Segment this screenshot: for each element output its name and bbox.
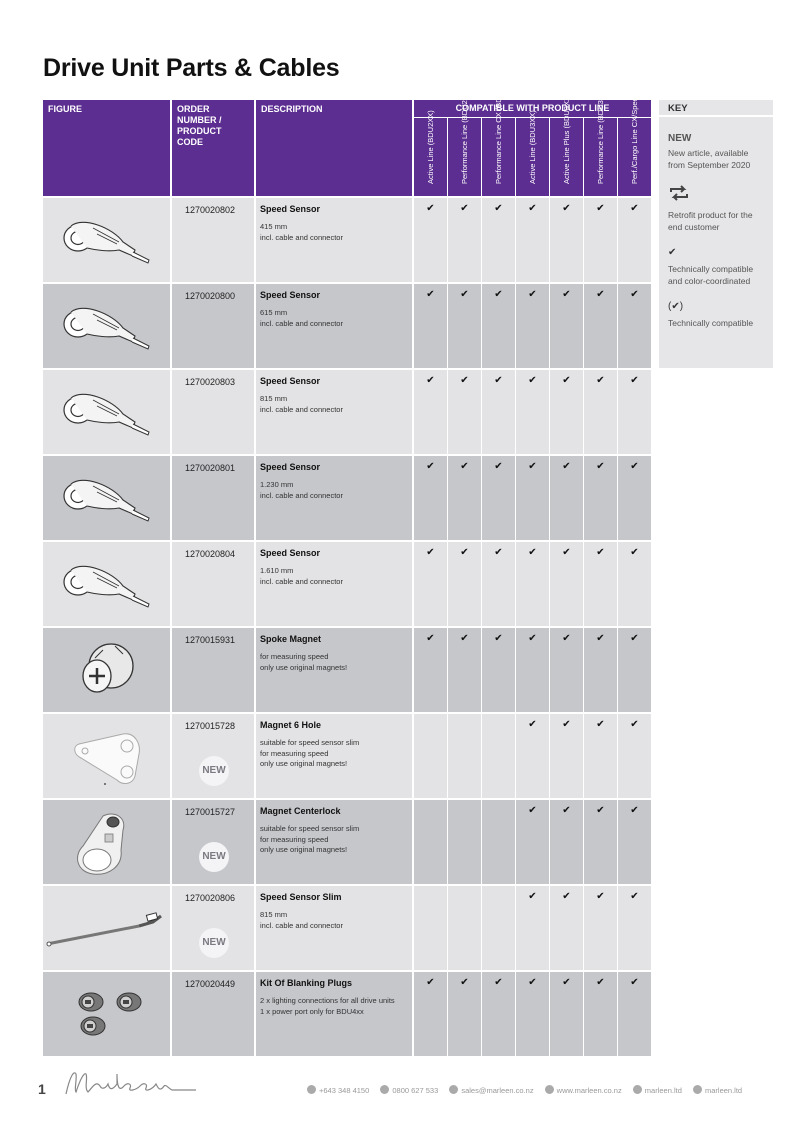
compat-check-icon: ✔ bbox=[482, 628, 515, 712]
instagram-icon bbox=[633, 1085, 642, 1094]
compat-check-icon: ✔ bbox=[482, 542, 515, 626]
product-detail: 815 mm bbox=[260, 910, 288, 919]
compat-check-icon: ✔ bbox=[414, 198, 447, 282]
key-check-paren-symbol: (✔) bbox=[668, 301, 684, 312]
description bbox=[256, 370, 412, 454]
footer-facebook[interactable]: marleen.ltd bbox=[693, 1086, 742, 1095]
header-product-line bbox=[550, 93, 583, 196]
description bbox=[256, 456, 412, 540]
key-panel bbox=[659, 100, 773, 368]
compat-check-icon bbox=[448, 886, 481, 970]
product-line-label: Performance Line (BDU3XX) bbox=[595, 87, 605, 184]
compat-check-icon: ✔ bbox=[584, 370, 617, 454]
product-code: 1270015727 bbox=[185, 807, 236, 817]
compat-check-icon: ✔ bbox=[482, 198, 515, 282]
order-number bbox=[172, 800, 254, 884]
footer-website[interactable]: www.marleen.co.nz bbox=[545, 1086, 622, 1095]
product-detail: for measuring speed bbox=[260, 834, 329, 844]
order-number bbox=[172, 628, 254, 712]
compat-check-icon: ✔ bbox=[448, 284, 481, 368]
product-line-label: Active Line (BDU2XX) bbox=[425, 109, 435, 184]
description bbox=[256, 542, 412, 626]
product-name: Kit Of Blanking Plugs bbox=[260, 978, 353, 988]
compat-check-icon: ✔ bbox=[448, 628, 481, 712]
product-name: Speed Sensor bbox=[260, 290, 321, 300]
product-name: Speed Sensor Slim bbox=[260, 892, 342, 902]
marleen-logo-icon bbox=[62, 1066, 197, 1105]
product-name: Magnet Centerlock bbox=[260, 806, 341, 816]
compat-check-icon: ✔ bbox=[414, 542, 447, 626]
compat-check-icon: ✔ bbox=[482, 284, 515, 368]
compat-check-icon bbox=[482, 714, 515, 798]
product-name: Spoke Magnet bbox=[260, 634, 322, 644]
product-detail: 1.230 mm bbox=[260, 480, 294, 489]
compat-check-icon: ✔ bbox=[584, 456, 617, 540]
product-detail: incl. cable and connector bbox=[260, 404, 343, 414]
compat-check-icon: ✔ bbox=[550, 542, 583, 626]
product-detail: 1 x power port only for BDU4xx bbox=[260, 1006, 364, 1016]
compat-check-icon: ✔ bbox=[550, 198, 583, 282]
product-detail: incl. cable and connector bbox=[260, 490, 343, 500]
product-detail: only use original magnets! bbox=[260, 662, 348, 672]
header-product-line bbox=[448, 87, 481, 196]
compat-check-icon: ✔ bbox=[516, 714, 549, 798]
order-number bbox=[172, 456, 254, 540]
compat-check-icon: ✔ bbox=[414, 370, 447, 454]
compat-check-icon: ✔ bbox=[516, 628, 549, 712]
globe-icon bbox=[545, 1085, 554, 1094]
blanking-plugs-icon bbox=[43, 972, 170, 1056]
compat-check-icon bbox=[482, 800, 515, 884]
product-detail: suitable for speed sensor slim bbox=[260, 738, 360, 747]
compat-check-icon: ✔ bbox=[550, 370, 583, 454]
compat-check-icon: ✔ bbox=[618, 370, 651, 454]
product-line-label: Performance Line (BDU2XX) bbox=[459, 87, 469, 184]
table-row bbox=[43, 456, 651, 540]
compat-check-icon: ✔ bbox=[414, 628, 447, 712]
table-row bbox=[43, 714, 651, 798]
compat-check-icon: ✔ bbox=[516, 370, 549, 454]
order-number bbox=[172, 198, 254, 282]
facebook-icon bbox=[693, 1085, 702, 1094]
product-line-label: Performance Line CX (BDU2XX) bbox=[493, 74, 503, 184]
magnet-centerlock-icon bbox=[43, 800, 170, 884]
compat-check-icon bbox=[448, 800, 481, 884]
header-order-number: ORDER NUMBER / PRODUCT CODE bbox=[172, 100, 254, 196]
compat-check-icon: ✔ bbox=[584, 886, 617, 970]
compat-check-icon: ✔ bbox=[448, 542, 481, 626]
header-product-line bbox=[516, 109, 549, 196]
compat-check-icon: ✔ bbox=[516, 972, 549, 1056]
footer-instagram[interactable]: marleen.ltd bbox=[633, 1086, 682, 1095]
email-icon bbox=[449, 1085, 458, 1094]
compat-check-icon: ✔ bbox=[516, 198, 549, 282]
product-detail: 2 x lighting connections for all drive units bbox=[260, 996, 395, 1005]
product-name: Speed Sensor bbox=[260, 204, 321, 214]
header-compatible: COMPATIBLE WITH PRODUCT LINE bbox=[414, 100, 651, 117]
compat-check-icon: ✔ bbox=[584, 714, 617, 798]
product-detail: only use original magnets! bbox=[260, 759, 348, 768]
compat-check-icon: ✔ bbox=[414, 972, 447, 1056]
phone-icon bbox=[307, 1085, 316, 1094]
description bbox=[256, 198, 412, 282]
product-code: 1270020801 bbox=[185, 463, 236, 473]
compat-check-icon: ✔ bbox=[550, 800, 583, 884]
product-code: 1270020803 bbox=[185, 377, 236, 387]
footer-freephone[interactable]: 0800 627 533 bbox=[380, 1086, 438, 1095]
header-product-line bbox=[482, 74, 515, 196]
compat-check-icon: ✔ bbox=[618, 800, 651, 884]
compat-check-icon: ✔ bbox=[516, 886, 549, 970]
table-row bbox=[43, 972, 651, 1056]
product-detail: incl. cable and connector bbox=[260, 232, 343, 242]
compat-check-icon bbox=[482, 886, 515, 970]
speed-sensor-icon bbox=[43, 542, 170, 626]
compat-check-icon: ✔ bbox=[618, 628, 651, 712]
order-number bbox=[172, 284, 254, 368]
product-code: 1270020806 bbox=[185, 893, 236, 903]
key-new-label: NEW bbox=[668, 133, 692, 144]
compat-check-icon: ✔ bbox=[482, 370, 515, 454]
compat-check-icon: ✔ bbox=[448, 972, 481, 1056]
key-check-symbol: ✔ bbox=[668, 247, 677, 258]
compat-check-icon: ✔ bbox=[516, 542, 549, 626]
header-product-line bbox=[584, 87, 617, 196]
compat-check-icon: ✔ bbox=[618, 284, 651, 368]
order-number bbox=[172, 370, 254, 454]
compat-check-icon: ✔ bbox=[550, 714, 583, 798]
table-row bbox=[43, 370, 651, 454]
product-detail: 415 mm bbox=[260, 222, 288, 231]
product-detail: for measuring speed bbox=[260, 652, 329, 661]
product-name: Speed Sensor bbox=[260, 548, 321, 558]
description bbox=[256, 886, 412, 970]
product-code: 1270020804 bbox=[185, 549, 236, 559]
table-row bbox=[43, 886, 651, 970]
table-row bbox=[43, 198, 651, 282]
footer-contacts bbox=[307, 1085, 751, 1095]
description bbox=[256, 800, 412, 884]
footer-phone[interactable]: +643 348 4150 bbox=[307, 1086, 369, 1095]
key-heading: KEY bbox=[659, 100, 773, 117]
product-detail: suitable for speed sensor slim bbox=[260, 824, 360, 833]
product-line-label: Active Line Plus (BDU3XX) bbox=[561, 93, 571, 184]
compat-check-icon: ✔ bbox=[448, 198, 481, 282]
header-product-line bbox=[618, 55, 651, 196]
compat-check-icon: ✔ bbox=[584, 628, 617, 712]
phone-icon bbox=[380, 1085, 389, 1094]
compat-check-icon: ✔ bbox=[516, 456, 549, 540]
product-detail: incl. cable and connector bbox=[260, 920, 343, 930]
compat-check-icon: ✔ bbox=[550, 456, 583, 540]
speed-sensor-icon bbox=[43, 198, 170, 282]
product-code: 1270020802 bbox=[185, 205, 236, 215]
speed-sensor-icon bbox=[43, 370, 170, 454]
key-retrofit-text: Retrofit product for the end customer bbox=[668, 210, 753, 232]
compat-check-icon: ✔ bbox=[414, 284, 447, 368]
table-row bbox=[43, 800, 651, 884]
magnet-6-hole-icon bbox=[43, 714, 170, 798]
description bbox=[256, 628, 412, 712]
product-name: Magnet 6 Hole bbox=[260, 720, 322, 730]
compat-check-icon bbox=[414, 800, 447, 884]
description bbox=[256, 714, 412, 798]
compat-check-icon: ✔ bbox=[516, 800, 549, 884]
compat-check-icon: ✔ bbox=[584, 198, 617, 282]
product-detail: only use original magnets! bbox=[260, 845, 348, 854]
speed-sensor-icon bbox=[43, 284, 170, 368]
product-detail: 815 mm bbox=[260, 394, 288, 403]
product-line-label: Active Line (BDU3XX) bbox=[527, 109, 537, 184]
compat-check-icon: ✔ bbox=[584, 542, 617, 626]
compat-check-icon bbox=[414, 886, 447, 970]
new-badge: NEW bbox=[199, 842, 229, 872]
compat-check-icon: ✔ bbox=[618, 542, 651, 626]
product-detail: incl. cable and connector bbox=[260, 576, 343, 586]
key-check-text: Technically compatible and color-coordinated bbox=[668, 264, 754, 286]
page-title: Drive Unit Parts & Cables bbox=[43, 54, 340, 82]
product-detail: 615 mm bbox=[260, 308, 288, 317]
page-number: 1 bbox=[38, 1081, 46, 1097]
key-new-text: New article, available from September 2020 bbox=[668, 148, 751, 170]
order-number bbox=[172, 542, 254, 626]
speed-sensor-icon bbox=[43, 456, 170, 540]
header-figure: FIGURE bbox=[43, 100, 170, 196]
new-badge: NEW bbox=[199, 756, 229, 786]
product-detail: 1.610 mm bbox=[260, 566, 294, 575]
compat-check-icon: ✔ bbox=[448, 456, 481, 540]
compat-check-icon: ✔ bbox=[618, 198, 651, 282]
product-code: 1270020449 bbox=[185, 979, 236, 989]
table-row bbox=[43, 542, 651, 626]
compat-check-icon: ✔ bbox=[618, 714, 651, 798]
product-name: Speed Sensor bbox=[260, 462, 321, 472]
compat-check-icon: ✔ bbox=[618, 972, 651, 1056]
compat-check-icon: ✔ bbox=[550, 284, 583, 368]
product-line-label: Perf./Cargo Line CX/Speed (BDU4XX) bbox=[629, 55, 639, 184]
compat-check-icon: ✔ bbox=[482, 456, 515, 540]
order-number bbox=[172, 972, 254, 1056]
compat-check-icon: ✔ bbox=[550, 628, 583, 712]
compat-check-icon: ✔ bbox=[448, 370, 481, 454]
compat-check-icon: ✔ bbox=[516, 284, 549, 368]
speed-sensor-slim-icon bbox=[43, 886, 170, 970]
compat-check-icon bbox=[448, 714, 481, 798]
description bbox=[256, 972, 412, 1056]
product-detail: for measuring speed bbox=[260, 748, 329, 758]
new-badge: NEW bbox=[199, 928, 229, 958]
table-row bbox=[43, 284, 651, 368]
product-code: 1270020800 bbox=[185, 291, 236, 301]
product-name: Speed Sensor bbox=[260, 376, 321, 386]
product-code: 1270015931 bbox=[185, 635, 236, 645]
header-description: DESCRIPTION bbox=[256, 100, 412, 196]
compat-check-icon: ✔ bbox=[550, 972, 583, 1056]
compat-check-icon: ✔ bbox=[618, 456, 651, 540]
compat-check-icon: ✔ bbox=[550, 886, 583, 970]
footer-email[interactable]: sales@marleen.co.nz bbox=[449, 1086, 533, 1095]
header-product-line bbox=[414, 109, 447, 196]
compat-check-icon: ✔ bbox=[414, 456, 447, 540]
compat-check-icon: ✔ bbox=[584, 972, 617, 1056]
table-row bbox=[43, 628, 651, 712]
compat-check-icon: ✔ bbox=[482, 972, 515, 1056]
retrofit-icon bbox=[668, 185, 764, 205]
compat-check-icon: ✔ bbox=[584, 284, 617, 368]
compat-check-icon: ✔ bbox=[618, 886, 651, 970]
key-check-paren-text: Technically compatible bbox=[668, 318, 754, 328]
product-detail: incl. cable and connector bbox=[260, 318, 343, 328]
order-number bbox=[172, 886, 254, 970]
order-number bbox=[172, 714, 254, 798]
compat-check-icon: ✔ bbox=[584, 800, 617, 884]
product-code: 1270015728 bbox=[185, 721, 236, 731]
description bbox=[256, 284, 412, 368]
spoke-magnet-icon bbox=[43, 628, 170, 712]
compat-check-icon bbox=[414, 714, 447, 798]
